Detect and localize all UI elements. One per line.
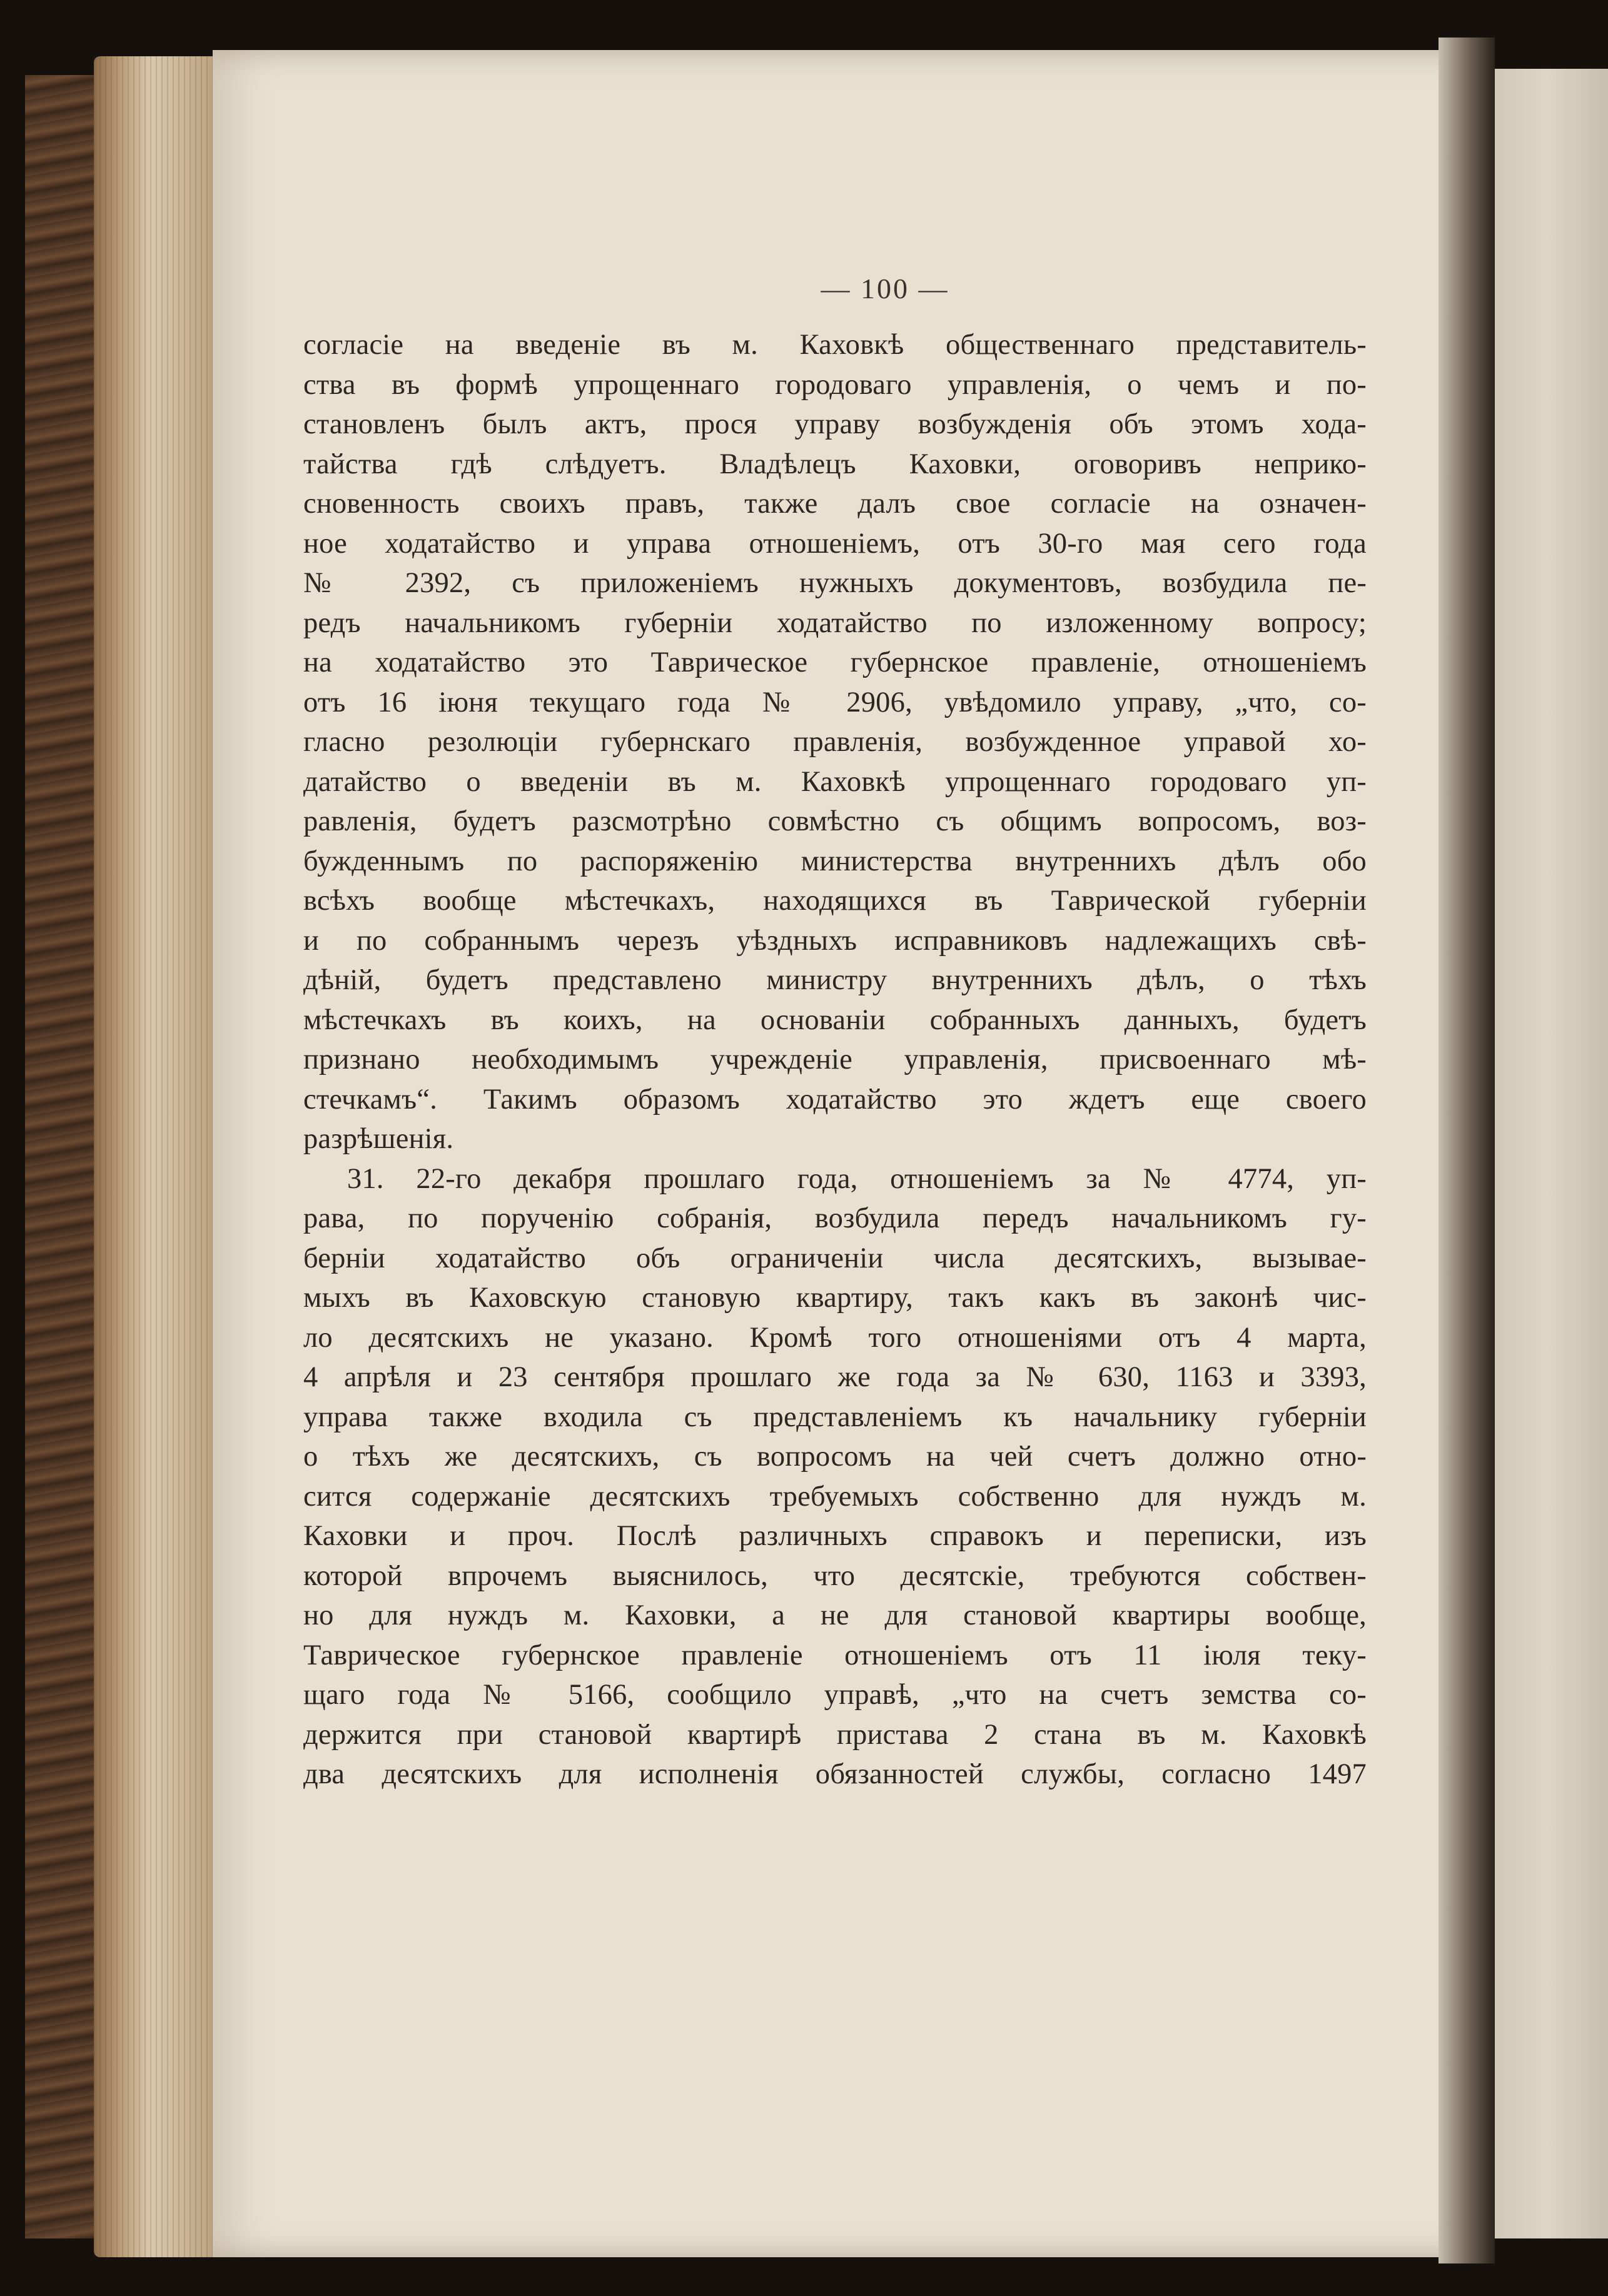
text-line: редъ начальникомъ губерніи ходатайство по изложенному вопросу; (303, 607, 1367, 639)
text-line: становленъ былъ актъ, прося управу возбужденія объ этомъ хода- (303, 408, 1367, 440)
text-line: Каховки и проч. Послѣ различныхъ справокъ и переписки, изъ (303, 1520, 1367, 1552)
text-line: стечкамъ“. Такимъ образомъ ходатайство это ждетъ еще своего (303, 1083, 1367, 1115)
text-line: два десятскихъ для исполненія обязанностей службы, согласно 1497 (303, 1758, 1367, 1790)
text-line: мѣстечкахъ въ коихъ, на основаніи собранныхъ данныхъ, будетъ (303, 1004, 1367, 1036)
text-line: разрѣшенія. (303, 1123, 454, 1155)
text-line: бужденнымъ по распоряженію министерства внутреннихъ дѣлъ обо (303, 845, 1367, 877)
text-line: отъ 16 іюня текущаго года № 2906, увѣдомило управу, „что, со- (303, 686, 1367, 718)
text-line: берніи ходатайство объ ограниченіи числа десятскихъ, вызывае- (303, 1242, 1367, 1274)
text-line: ло десятскихъ не указано. Кромѣ того отношеніями отъ 4 марта, (303, 1321, 1367, 1354)
body-text (303, 325, 1367, 1795)
text-line: мыхъ въ Каховскую становую квартиру, такъ какъ въ законѣ чис- (303, 1282, 1367, 1314)
text-line: 4 апрѣля и 23 сентября прошлаго же года за № 630, 1163 и 3393, (303, 1361, 1367, 1393)
text-line: № 2392, съ приложеніемъ нужныхъ документовъ, возбудила пе- (303, 567, 1367, 599)
text-line: признано необходимымъ учрежденіе управленія, присвоеннаго мѣ- (303, 1044, 1367, 1075)
text-line: рава, по порученію собранія, возбудила передъ начальникомъ гу- (303, 1202, 1367, 1234)
text-line: о тѣхъ же десятскихъ, съ вопросомъ на чей счетъ должно отно- (303, 1441, 1367, 1473)
text-line: управа также входила съ представленіемъ къ начальнику губерніи (303, 1401, 1367, 1433)
page-stack-edge (94, 56, 219, 2257)
text-line: держится при становой квартирѣ пристава 2 стана въ м. Каховкѣ (303, 1718, 1367, 1751)
text-line: равленія, будетъ разсмотрѣно совмѣстно съ общимъ вопросомъ, воз- (303, 805, 1367, 837)
text-line: датайство о введеніи въ м. Каховкѣ упрощеннаго городоваго уп- (303, 765, 1367, 798)
facing-page-edge (1485, 69, 1608, 2238)
text-line: которой впрочемъ выяснилось, что десятскіе, требуются собствен- (303, 1559, 1367, 1592)
text-line: и по собраннымъ черезъ уѣздныхъ исправниковъ надлежащихъ свѣ- (303, 924, 1367, 957)
text-line: Таврическое губернское правленіе отношеніемъ отъ 11 іюля теку- (303, 1639, 1367, 1671)
text-line: ное ходатайство и управа отношеніемъ, отъ 30-го мая сего года (303, 527, 1367, 560)
text-line: сится содержаніе десятскихъ требуемыхъ собственно для нуждъ м. (303, 1480, 1367, 1513)
book-cover-edge (25, 75, 100, 2238)
text-line: дѣній, будетъ представлено министру внутреннихъ дѣлъ, о тѣхъ (303, 964, 1367, 996)
text-line: щаго года № 5166, сообщило управѣ, „что на счетъ земства со- (303, 1679, 1367, 1711)
text-line: согласіе на введеніе въ м. Каховкѣ общественнаго представитель- (303, 329, 1367, 361)
paragraph (303, 1159, 1367, 1795)
page-number: — 100 — (821, 273, 949, 305)
text-line: гласно резолюціи губернскаго правленія, возбужденное управой хо- (303, 726, 1367, 758)
text-line: сновенность своихъ правъ, также далъ свое согласіе на означен- (303, 488, 1367, 520)
book-gutter (1439, 38, 1495, 2263)
text-line: на ходатайство это Таврическое губернское правленіе, отношеніемъ (303, 647, 1367, 678)
text-line: но для нуждъ м. Каховки, а не для становой квартиры вообще, (303, 1599, 1367, 1631)
text-line: 31. 22-го декабря прошлаго года, отношеніемъ за № 4774, уп- (347, 1162, 1367, 1195)
paragraph (303, 325, 1367, 1159)
text-line: тайства гдѣ слѣдуетъ. Владѣлецъ Каховки, оговоривъ неприко- (303, 448, 1367, 480)
text-line: ства въ формѣ упрощеннаго городоваго управленія, о чемъ и по- (303, 368, 1367, 401)
text-line: всѣхъ вообще мѣстечкахъ, находящихся въ Таврической губерніи (303, 885, 1367, 917)
